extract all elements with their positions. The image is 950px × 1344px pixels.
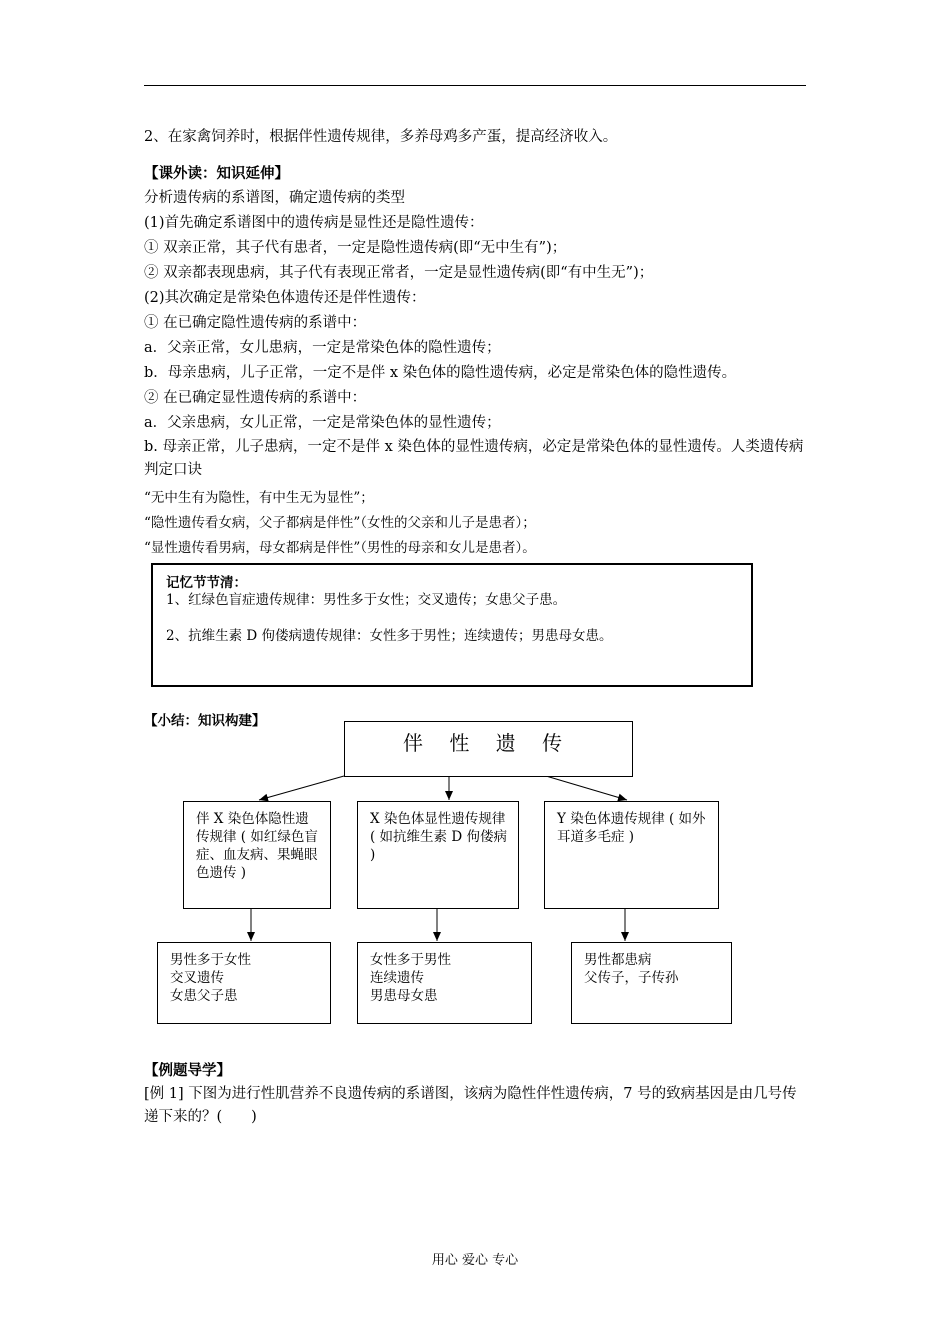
- branch-title: 伴 X 染色体隐性遗传规律 ( 如红绿色盲症、血友病、果蝇眼色遗传 ): [196, 811, 318, 881]
- reading-line: (2)其次确定是常染色体遗传还是伴性遗传：: [144, 290, 426, 306]
- memo-line: 1、红绿色盲症遗传规律：男性多于女性；交叉遗传；女患父子患。: [166, 592, 567, 608]
- page-footer: 用心 爱心 专心: [431, 1253, 519, 1268]
- branch-title: Y 染色体遗传规律 ( 如外耳道多毛症 ): [557, 811, 706, 845]
- reading-line: ② 在已确定显性遗传病的系谱中：: [144, 390, 367, 406]
- trait-box: [157, 942, 331, 1024]
- trait-line: 交叉遗传: [170, 970, 224, 986]
- reading-line: ① 在已确定隐性遗传病的系谱中：: [144, 315, 367, 331]
- mnemonic-line: “显性遗传看男病，母女都病是伴性”（男性的母亲和女儿是患者）。: [144, 540, 536, 556]
- branch-title: X 染色体显性遗传规律 ( 如抗维生素 D 佝偻病 ): [370, 811, 507, 863]
- branch-box: [183, 801, 331, 909]
- trait-box: [571, 942, 732, 1024]
- trait-line: 男性都患病: [584, 952, 652, 968]
- trait-line: 男患母女患: [370, 988, 438, 1004]
- branch-box: [544, 801, 719, 909]
- reading-line: ① 双亲正常，其子代有患者，一定是隐性遗传病(即“无中生有”)；: [144, 240, 567, 256]
- reading-heading: 【课外读：知识延伸】: [144, 165, 289, 182]
- trait-box: [357, 942, 532, 1024]
- root-concept-box: [344, 721, 633, 777]
- mnemonic-line: “隐性遗传看女病，父子都病是伴性”（女性的父亲和儿子是患者）；: [144, 515, 536, 531]
- trait-line: 女患父子患: [170, 988, 238, 1004]
- connector-arrow: [546, 776, 627, 800]
- reading-line: a．父亲正常，女儿患病，一定是常染色体的隐性遗传；: [144, 340, 501, 356]
- trait-line: 女性多于男性: [370, 952, 451, 968]
- reading-paragraph: b. 母亲正常，儿子患病，一定不是伴 x 染色体的显性遗传病，必定是常染色体的显性遗传。人类遗传病判定口诀: [144, 439, 804, 478]
- trait-line: 男性多于女性: [170, 952, 251, 968]
- root-concept-label: 伴 性 遗 传: [403, 731, 573, 755]
- reading-line: ② 双亲都表现患病，其子代有表现正常者，一定是显性遗传病(即“有中生无”)；: [144, 265, 654, 281]
- example-question: [例 1] 下图为进行性肌营养不良遗传病的系谱图，该病为隐性伴性遗传病，7 号的致病基因是由几号传递下来的？( ): [144, 1086, 797, 1125]
- intro-line: 2、在家禽饲养时，根据伴性遗传规律，多养母鸡多产蛋，提高经济收入。: [144, 129, 618, 145]
- connector-arrow: [259, 776, 344, 800]
- reading-line: a．父亲患病，女儿正常，一定是常染色体的显性遗传；: [144, 415, 501, 431]
- reading-line: b．母亲患病，儿子正常，一定不是伴 x 染色体的隐性遗传病，必定是常染色体的隐性遗传。: [144, 365, 737, 381]
- trait-line: 父传子，子传孙: [584, 970, 679, 986]
- memo-line: 2、抗维生素 D 佝偻病遗传规律：女性多于男性；连续遗传；男患母女患。: [166, 628, 613, 644]
- branch-box: [357, 801, 519, 909]
- summary-heading: 【小结：知识构建】: [144, 713, 266, 729]
- reading-line: 分析遗传病的系谱图，确定遗传病的类型: [144, 190, 405, 206]
- memo-title: 记忆节节清：: [166, 575, 247, 591]
- example-heading: 【例题导学】: [144, 1062, 231, 1079]
- reading-line: (1)首先确定系谱图中的遗传病是显性还是隐性遗传：: [144, 215, 484, 231]
- mnemonic-line: “无中生有为隐性，有中生无为显性”；: [144, 490, 374, 506]
- trait-line: 连续遗传: [370, 970, 424, 986]
